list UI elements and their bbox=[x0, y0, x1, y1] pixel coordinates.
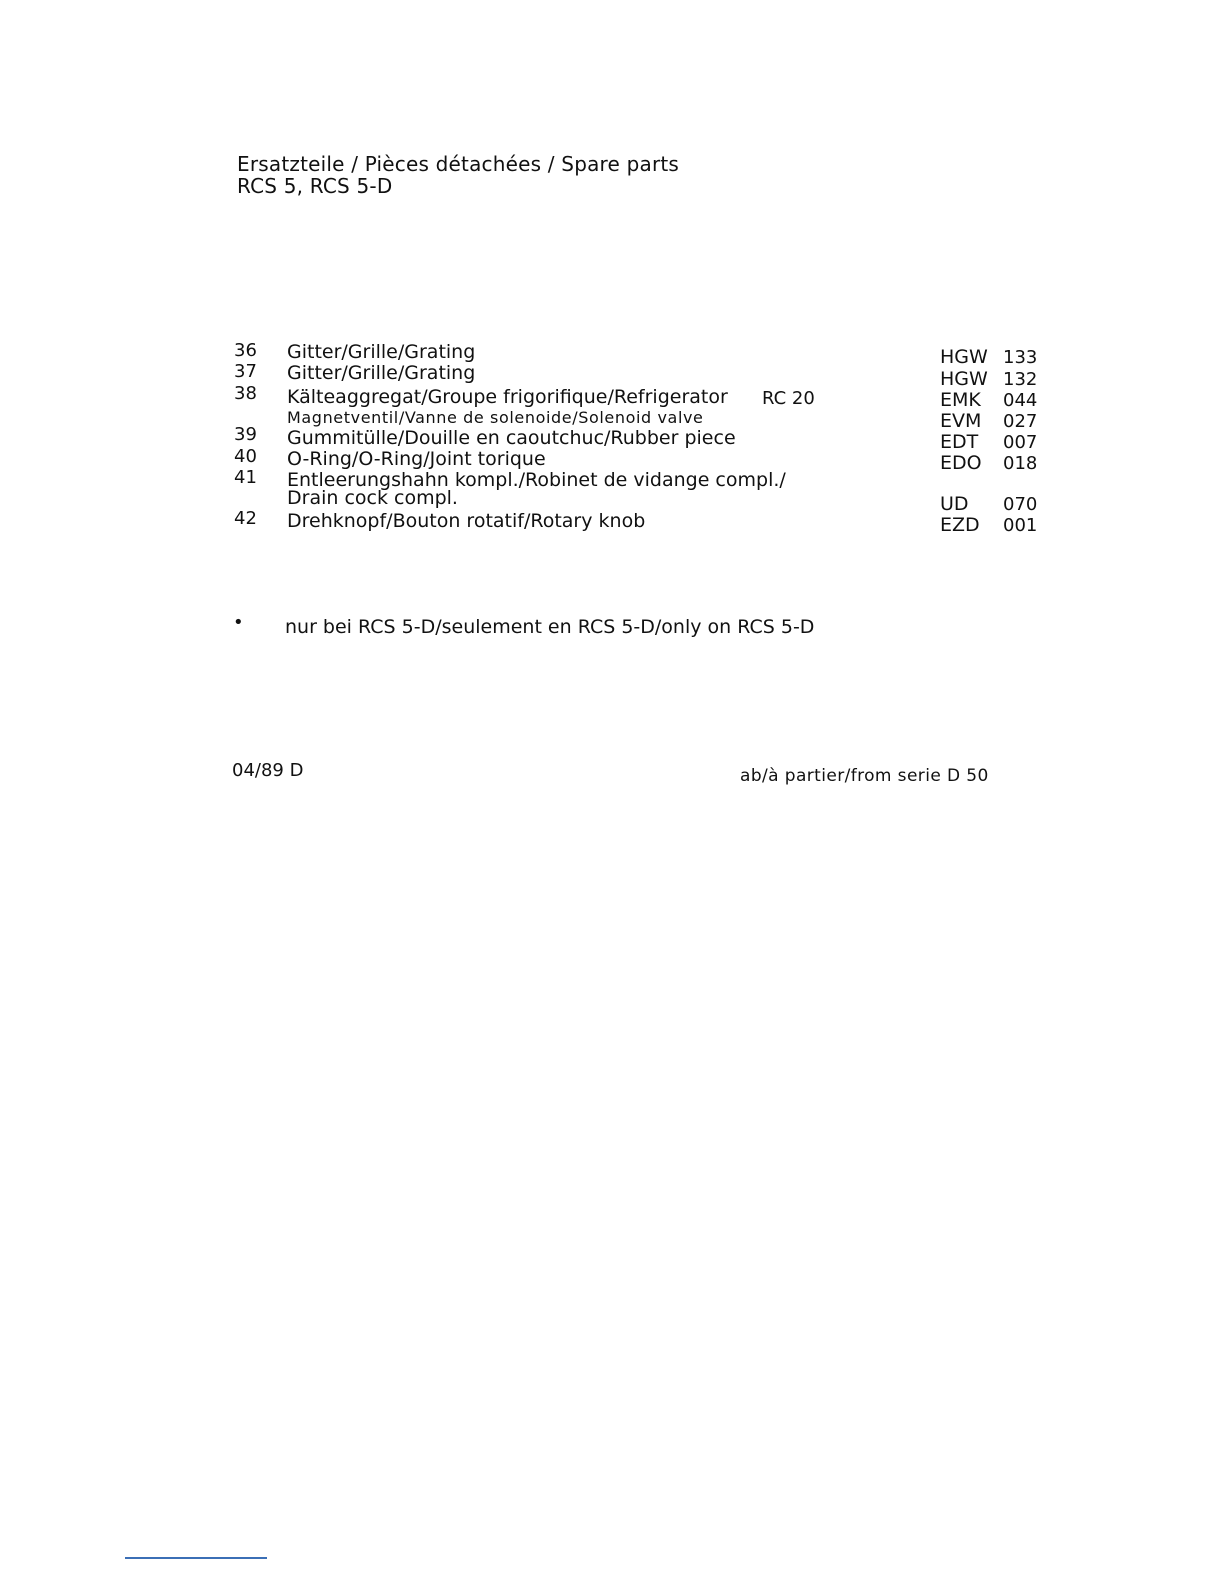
part-code-number: 044 bbox=[1003, 390, 1038, 411]
part-number: 39 bbox=[234, 424, 257, 445]
part-code-number: 070 bbox=[1003, 494, 1038, 515]
part-number: 42 bbox=[234, 508, 257, 529]
part-code-prefix: EDO bbox=[940, 452, 982, 474]
divider-line bbox=[125, 1557, 267, 1559]
part-code-prefix: EDT bbox=[940, 431, 979, 453]
document-subtitle: RCS 5, RCS 5-D bbox=[237, 174, 393, 198]
footer-date: 04/89 D bbox=[232, 760, 304, 781]
part-description: Drehknopf/Bouton rotatif/Rotary knob bbox=[287, 510, 646, 532]
part-code-number: 001 bbox=[1003, 515, 1038, 536]
part-number: 40 bbox=[234, 446, 257, 467]
part-code-number: 133 bbox=[1003, 347, 1038, 368]
part-number: 36 bbox=[234, 340, 257, 361]
part-code-number: 007 bbox=[1003, 432, 1038, 453]
part-code-number: 027 bbox=[1003, 411, 1038, 432]
part-number: 37 bbox=[234, 361, 257, 382]
bullet-icon: • bbox=[233, 612, 244, 633]
part-description: Gummitülle/Douille en caoutchuc/Rubber piece bbox=[287, 427, 736, 449]
part-description: Gitter/Grille/Grating bbox=[287, 341, 476, 363]
footer-serial-info: ab/à partier/from serie D 50 bbox=[740, 766, 989, 786]
part-description: Entleerungshahn kompl./Robinet de vidange compl./ bbox=[287, 469, 786, 491]
part-code-prefix: EVM bbox=[940, 410, 982, 432]
part-description-continued: Drain cock compl. bbox=[287, 487, 458, 509]
part-model: RC 20 bbox=[762, 388, 815, 409]
part-code-prefix: HGW bbox=[940, 346, 988, 368]
document-title: Ersatzteile / Pièces détachées / Spare parts bbox=[237, 152, 680, 176]
part-description: Gitter/Grille/Grating bbox=[287, 362, 476, 384]
part-number: 38 bbox=[234, 383, 257, 404]
footnote-text: nur bei RCS 5-D/seulement en RCS 5-D/only on RCS 5-D bbox=[285, 616, 815, 638]
part-code-prefix: EMK bbox=[940, 389, 981, 411]
part-code-prefix: HGW bbox=[940, 368, 988, 390]
part-number: 41 bbox=[234, 467, 257, 488]
part-description: O-Ring/O-Ring/Joint torique bbox=[287, 448, 546, 470]
part-code-number: 018 bbox=[1003, 453, 1038, 474]
part-code-prefix: EZD bbox=[940, 514, 980, 536]
part-description: Kälteaggregat/Groupe frigorifique/Refrigerator bbox=[287, 386, 728, 408]
part-description: Magnetventil/Vanne de solenoide/Solenoid valve bbox=[287, 408, 704, 427]
part-code-number: 132 bbox=[1003, 369, 1038, 390]
part-code-prefix: UD bbox=[940, 493, 969, 515]
